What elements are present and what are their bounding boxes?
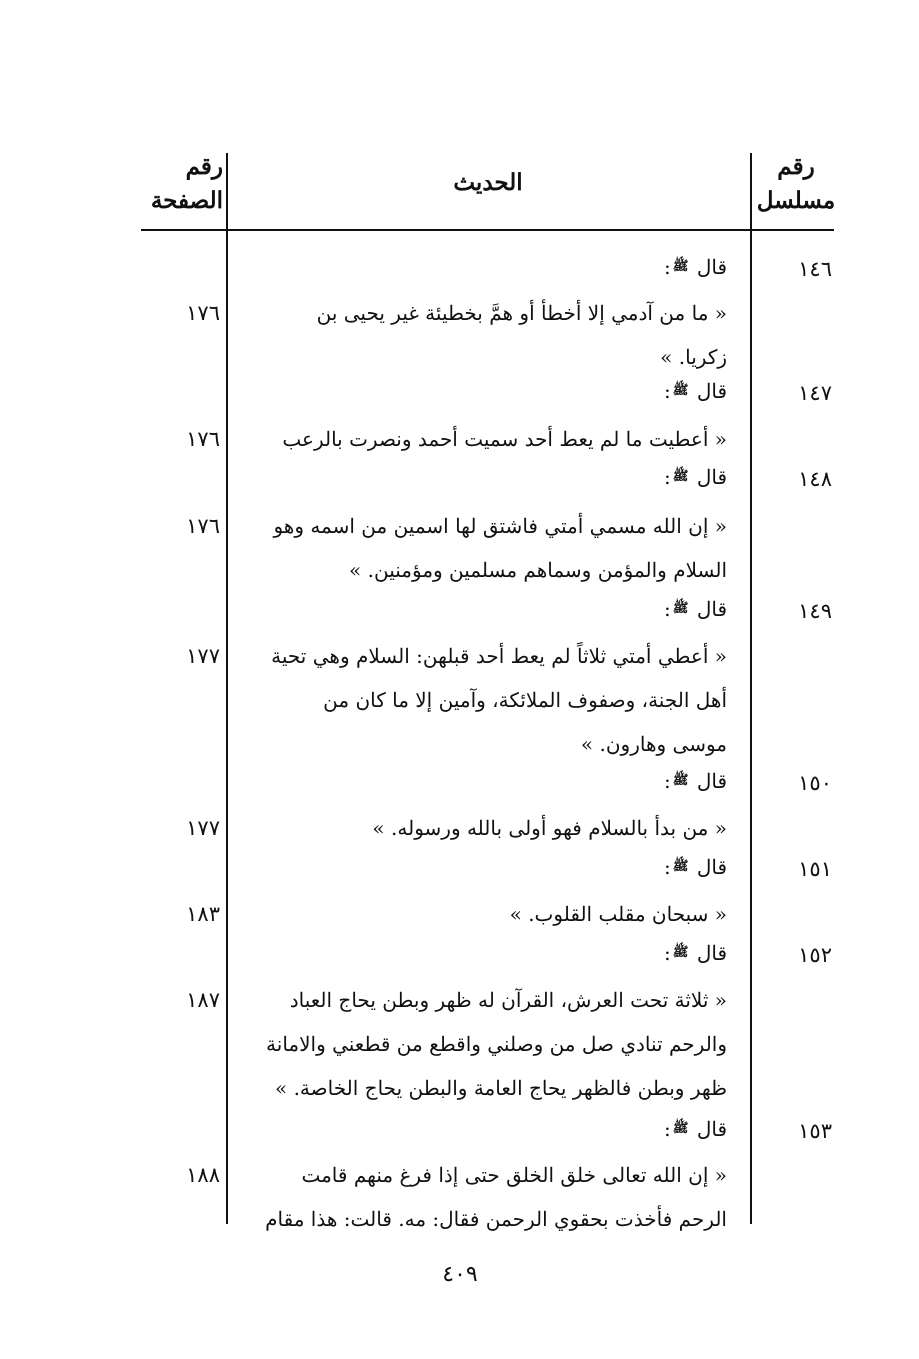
hadith-text-line: « إن الله مسمي أمتي فاشتق لها اسمين من اسمه وهو [273,514,727,538]
qala-word: قال [696,1117,727,1141]
qala-word: قال [696,597,727,621]
qala-line [247,376,727,406]
serial-header-line-1: رقم [777,153,815,180]
hadith-text-line: « أعطي أمتي ثلاثاً لم يعط أحد قبلهن: السلام وهي تحية [271,644,727,668]
hadith-text-line: « ثلاثة تحت العرش، القرآن له ظهر وبطن يحاج العباد [289,988,727,1012]
page-reference: ١٨٣ [186,902,220,926]
header-rule [141,229,834,231]
honorific-glyph: ﷺ [672,469,689,484]
colon-mark: : [663,597,671,621]
qala-line [247,938,727,968]
hadith-text-line: « ما من آدمي إلا أخطأ أو همَّ بخطيئة غير يحيى بن [316,301,727,325]
page-header-line-2: الصفحة [150,187,223,214]
colon-mark: : [663,255,671,279]
qala-word: قال [696,379,727,403]
page-reference: ١٧٦ [186,301,220,325]
serial-number: ١٥٠ [798,771,832,795]
serial-number: ١٥٣ [798,1119,832,1143]
hadith-text-line: السلام والمؤمن وسماهم مسلمين ومؤمنين. » [349,558,727,582]
serial-number: ١٤٨ [798,467,832,491]
qala-word: قال [696,941,727,965]
colon-mark: : [663,1117,671,1141]
honorific-glyph: ﷺ [672,601,689,616]
page-reference: ١٧٧ [186,816,220,840]
serial-header-line-2: مسلسل [756,187,836,214]
column-divider-left [226,153,228,1224]
hadith-text-line: أهل الجنة، وصفوف الملائكة، وآمين إلا ما كان من [323,688,727,712]
serial-number: ١٤٦ [798,257,832,281]
hadith-column-header: الحديث [453,169,523,196]
honorific-glyph: ﷺ [672,859,689,874]
page-number: ٤٠٩ [442,1262,478,1287]
honorific-glyph: ﷺ [672,945,689,960]
qala-word: قال [696,255,727,279]
page-column-header [143,150,223,218]
page-reference: ١٨٧ [186,988,220,1012]
honorific-glyph: ﷺ [672,259,689,274]
colon-mark: : [663,379,671,403]
qala-line [247,766,727,796]
qala-line [247,1114,727,1144]
colon-mark: : [663,465,671,489]
qala-word: قال [696,465,727,489]
serial-number: ١٥٢ [798,943,832,967]
hadith-text-line: ظهر وبطن فالظهر يحاج العامة والبطن يحاج الخاصة. » [274,1076,727,1100]
hadith-text-line: « إن الله تعالى خلق الخلق حتى إذا فرغ منهم قامت [301,1163,727,1187]
hadith-text-line: والرحم تنادي صل من وصلني واقطع من قطعني والامانة [266,1032,727,1056]
qala-word: قال [696,769,727,793]
page-header-line-1: رقم [185,153,223,180]
serial-column-header [755,150,837,218]
qala-line [247,252,727,282]
hadith-text-line: « أعطيت ما لم يعط أحد سميت أحمد ونصرت بالرعب [282,427,727,451]
honorific-glyph: ﷺ [672,1121,689,1136]
serial-number: ١٥١ [798,857,832,881]
hadith-text-line: زكريا. » [660,345,727,369]
column-divider-right [750,153,752,1224]
colon-mark: : [663,769,671,793]
honorific-glyph: ﷺ [672,773,689,788]
page-reference: ١٧٦ [186,427,220,451]
hadith-text-line: « من بدأ بالسلام فهو أولى بالله ورسوله. » [372,816,727,840]
hadith-text-line: موسى وهارون. » [580,732,727,756]
serial-number: ١٤٩ [798,599,832,623]
colon-mark: : [663,941,671,965]
qala-word: قال [696,855,727,879]
hadith-text-line: « سبحان مقلب القلوب. » [509,902,727,926]
qala-line [247,852,727,882]
serial-number: ١٤٧ [798,381,832,405]
page-reference: ١٨٨ [186,1163,220,1187]
qala-line [247,594,727,624]
hadith-text-line: الرحم فأخذت بحقوي الرحمن فقال: مه. قالت: هذا مقام [265,1207,727,1231]
honorific-glyph: ﷺ [672,383,689,398]
page-reference: ١٧٦ [186,514,220,538]
qala-line [247,462,727,492]
colon-mark: : [663,855,671,879]
page-reference: ١٧٧ [186,644,220,668]
